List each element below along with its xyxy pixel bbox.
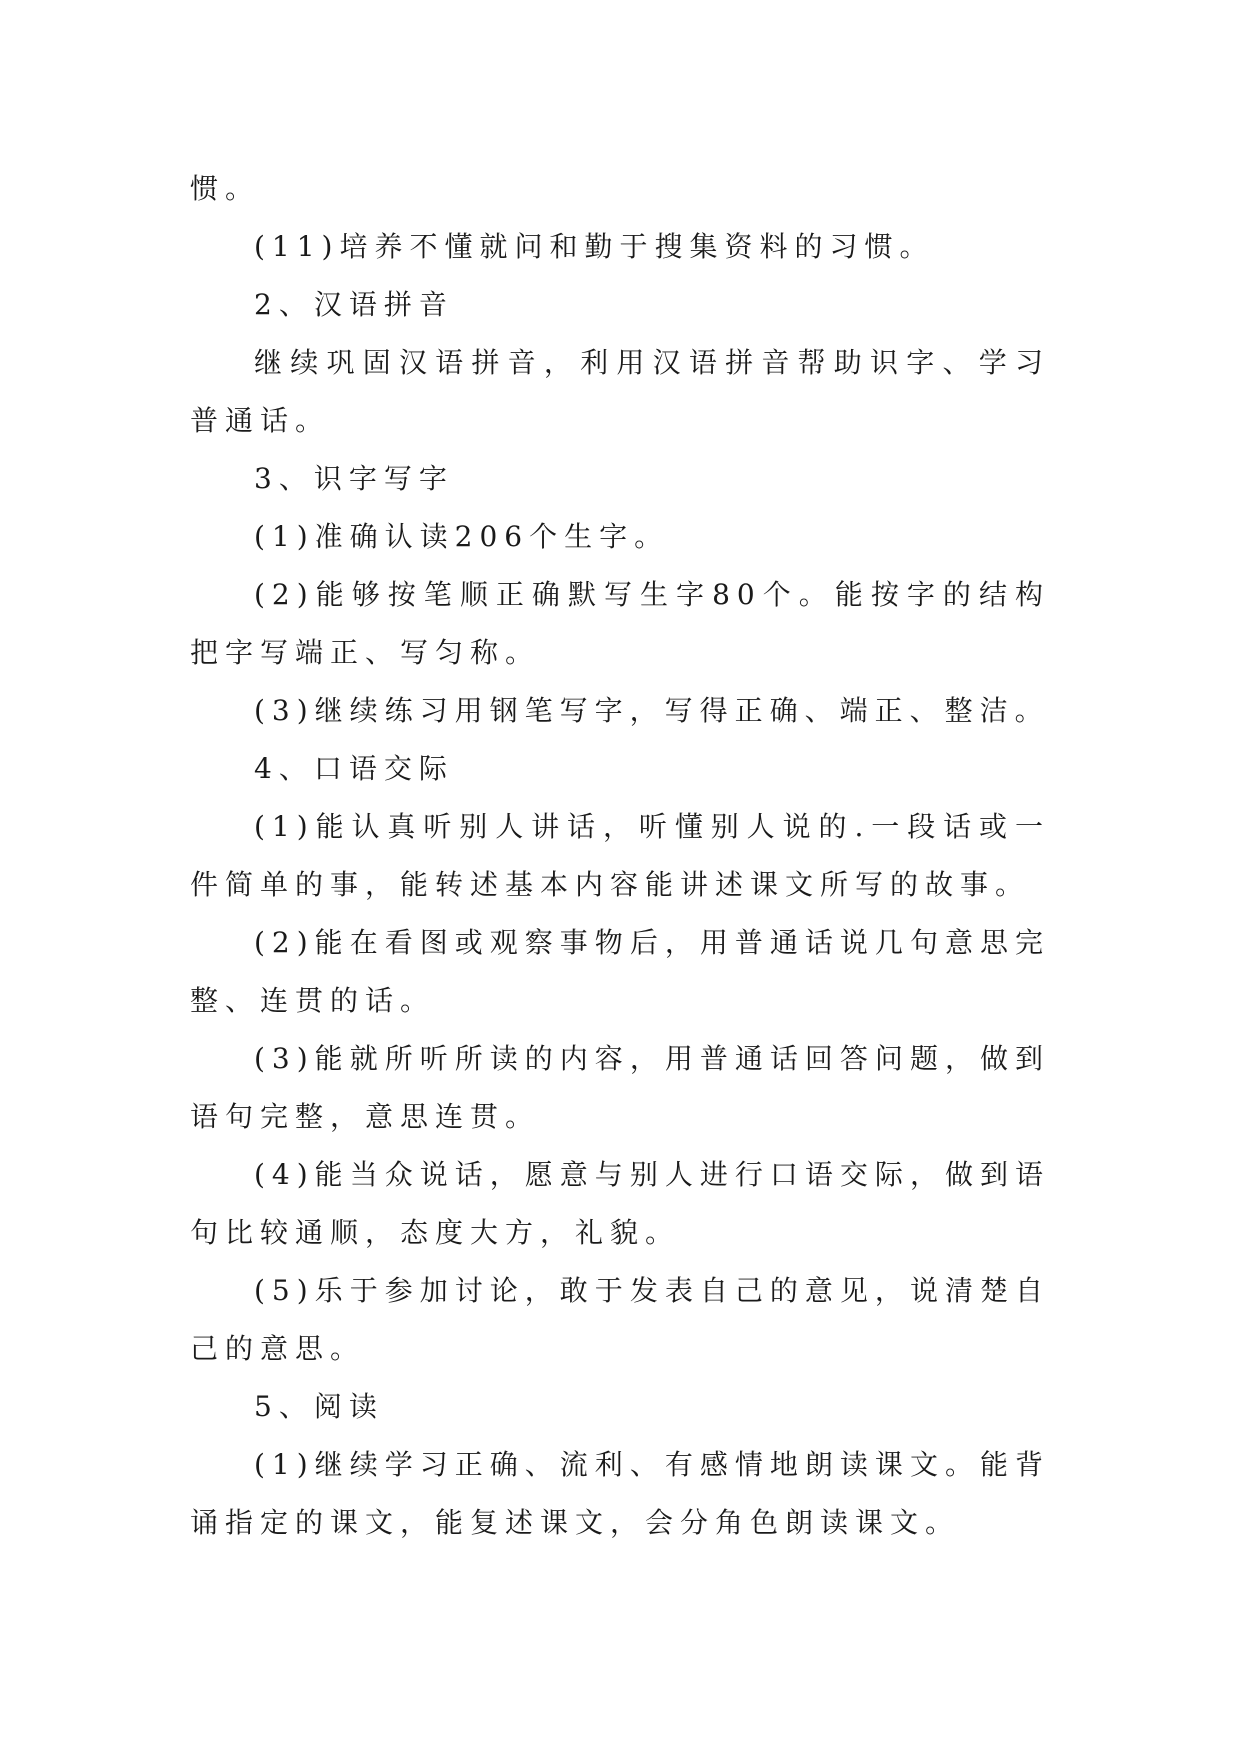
paragraph-oral-1: (1)能认真听别人讲话，听懂别人说的.一段话或一件简单的事，能转述基本内容能讲述课文所写的故事。 — [190, 810, 1050, 901]
paragraph-oral-4: (4)能当众说话，愿意与别人进行口语交际，做到语句比较通顺，态度大方，礼貌。 — [190, 1158, 1050, 1249]
paragraph-writing-3: (3)继续练习用钢笔写字，写得正确、端正、整洁。 — [254, 694, 1050, 727]
section-heading-writing: 3、识字写字 — [254, 462, 454, 495]
paragraph-oral-5: (5)乐于参加讨论，敢于发表自己的意见，说清楚自己的意思。 — [190, 1274, 1050, 1365]
paragraph-item-11: (11)培养不懂就问和勤于搜集资料的习惯。 — [254, 230, 935, 263]
document-body — [190, 160, 1050, 1552]
paragraph-writing-1: (1)准确认读206个生字。 — [254, 520, 670, 553]
paragraph-continuation: 惯。 — [190, 172, 261, 205]
paragraph-oral-2: (2)能在看图或观察事物后，用普通话说几句意思完整、连贯的话。 — [190, 926, 1050, 1017]
paragraph-oral-3: (3)能就所听所读的内容，用普通话回答问题，做到语句完整，意思连贯。 — [190, 1042, 1050, 1133]
paragraph-pinyin-body: 继续巩固汉语拼音，利用汉语拼音帮助识字、学习普通话。 — [190, 346, 1050, 437]
paragraph-reading-1: (1)继续学习正确、流利、有感情地朗读课文。能背诵指定的课文，能复述课文，会分角色朗读课文。 — [190, 1448, 1050, 1539]
section-heading-reading: 5、阅读 — [254, 1390, 384, 1423]
section-heading-pinyin: 2、汉语拼音 — [254, 288, 454, 321]
paragraph-writing-2: (2)能够按笔顺正确默写生字80个。能按字的结构把字写端正、写匀称。 — [190, 578, 1050, 669]
section-heading-oral: 4、口语交际 — [254, 752, 454, 785]
